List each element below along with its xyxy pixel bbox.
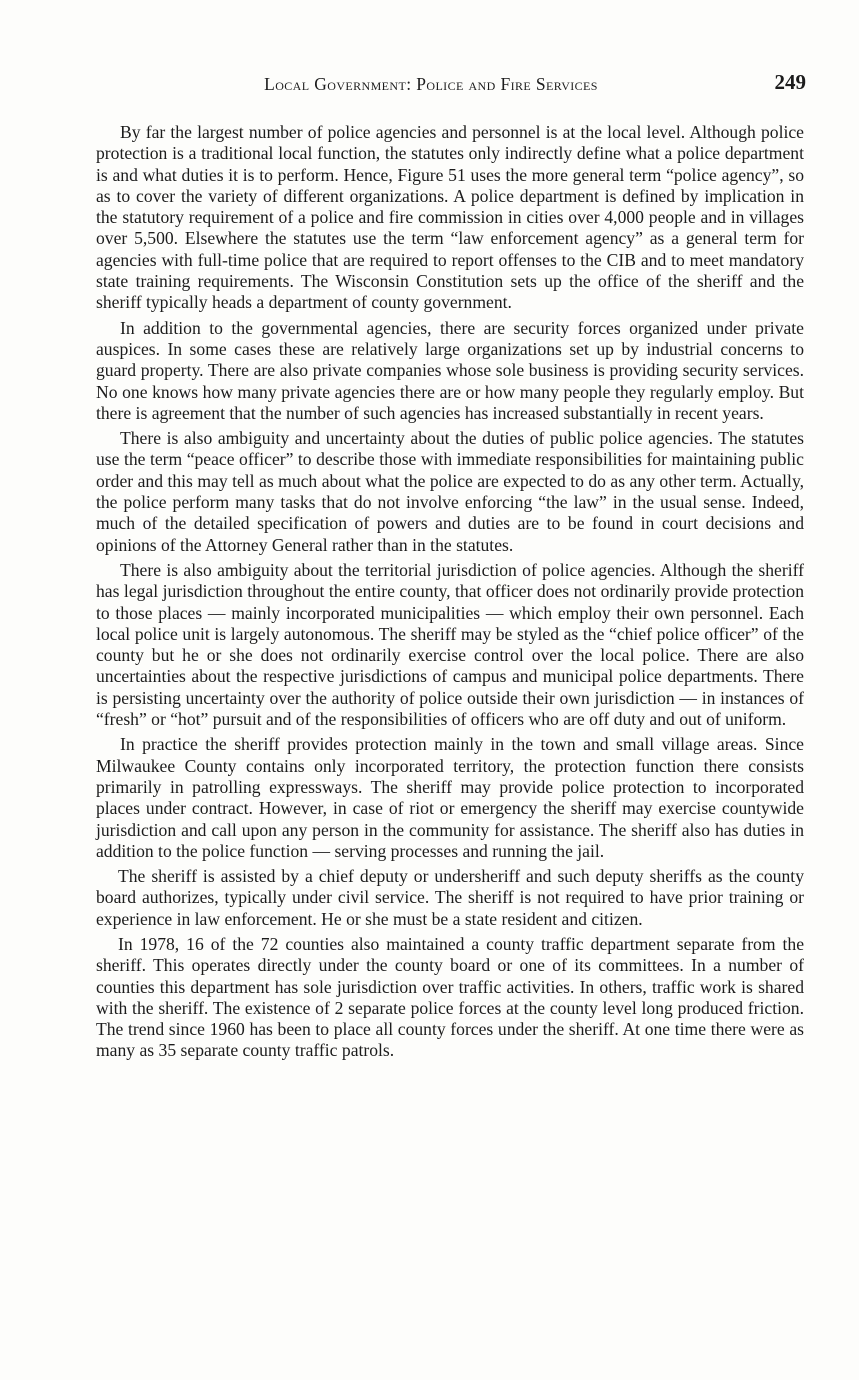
paragraph-traffic-department: In 1978, 16 of the 72 counties also maintained a county traffic department separate from the sheriff. This operates directly under the county board or one of its committees. In a number of counties this department has sole jurisdiction over traffic activities. In others, traffic work is shared with the sheriff. The existence of 2 separate police forces at the county level long produced friction. The trend since 1960 has been to place all county forces under the sheriff. At one time there were as many as 35 separate county traffic patrols. [96, 933, 804, 1061]
chapter-title: Local Government: Police and Fire Services [264, 74, 598, 94]
paragraph-sheriff-protection: In practice the sheriff provides protection mainly in the town and small village areas. Since Milwaukee County contains only incorporated territory, the protection function there consists primarily in patrolling expressways. The sheriff may provide police protection to incorporated places under contract. However, in case of riot or emergency the sheriff may exercise countywide jurisdiction and call upon any person in the community for assistance. The sheriff also has duties in addition to the police function — serving processes and running the jail. [96, 734, 804, 861]
page-number: 249 [774, 70, 806, 94]
paragraph-private-security: In addition to the governmental agencies, there are security forces organized under private auspices. In some cases these are relatively large organizations set up by industrial concerns to guard property. There are also private companies whose sole business is providing security services. No one knows how many private agencies there are or how many people they regularly employ. But there is agreement that the number of such agencies has increased substantially in recent years. [96, 317, 804, 423]
paragraph-police-duties: There is also ambiguity and uncertainty about the duties of public police agencies. The statutes use the term “peace officer” to describe those with immediate responsibilities for maintaining public order and this may tell as much about what the police are expected to do as any other term. Actually, the police perform many tasks that do not involve enforcing “the law” in the usual sense. Indeed, much of the detailed specification of powers and duties are to be found in court decisions and opinions of the Attorney General rather than in the statutes. [96, 428, 804, 555]
paragraph-territorial-jurisdiction: There is also ambiguity about the territorial jurisdiction of police agencies. Although the sheriff has legal jurisdiction throughout the entire county, that officer does not ordinarily provide protection to those places — mainly incorporated municipalities — which employ their own personnel. Each local police unit is largely autonomous. The sheriff may be styled as the “chief police officer” of the county but he or she does not ordinarily exercise control over the local police. There are also uncertainties about the respective jurisdictions of campus and municipal police departments. There is persisting uncertainty over the authority of police outside their own jurisdiction — in instances of “fresh” or “hot” pursuit and of the responsibilities of officers who are off duty and out of uniform. [96, 559, 804, 730]
body-text [96, 122, 804, 1066]
running-header [96, 70, 806, 100]
paragraph-local-police: By far the largest number of police agencies and personnel is at the local level. Although police protection is a traditional local function, the statutes only indirectly define what a police department is and what duties it is to perform. Hence, Figure 51 uses the more general term “police agency”, so as to cover the variety of different organizations. A police department is defined by implication in the statutory requirement of a police and fire commission in cities over 4,000 people and in villages over 5,500. Elsewhere the statutes use the term “law enforcement agency” as a general term for agencies with full-time police that are required to report offenses to the CIB and to meet mandatory state training requirements. The Wisconsin Constitution sets up the office of the sheriff and the sheriff typically heads a department of county government. [96, 122, 804, 313]
paragraph-sheriff-deputies: The sheriff is assisted by a chief deputy or undersheriff and such deputy sheriffs as the county board authorizes, typically under civil service. The sheriff is not required to have prior training or experience in law enforcement. He or she must be a state resident and citizen. [96, 866, 804, 929]
